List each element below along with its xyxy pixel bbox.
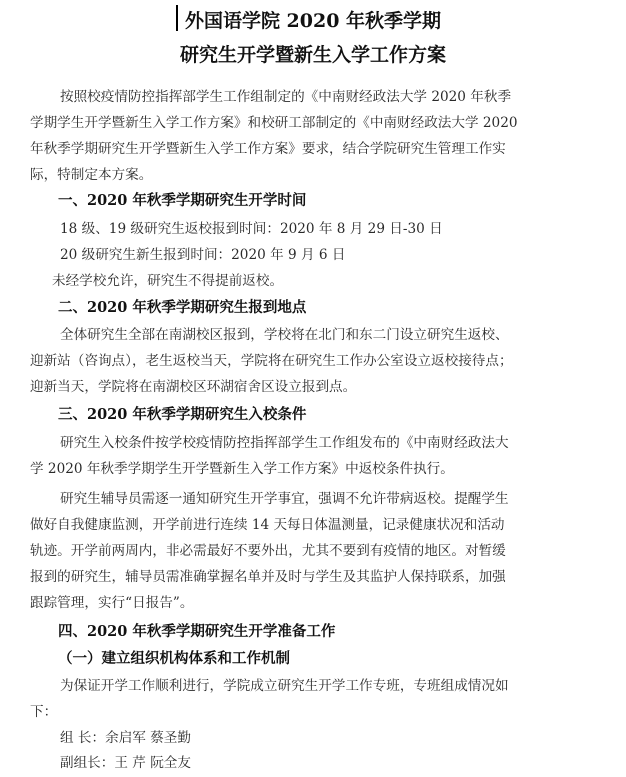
section-line: 为保证开学工作顺利进行，学院成立研究生开学工作专班，专班组成情况如 — [60, 678, 509, 694]
section-line: 未经学校允许，研究生不得提前返校。 — [52, 273, 284, 289]
section-line: 做好自我健康监测，开学前进行连续 14 天每日体温测量，记录健康状况和活动 — [30, 517, 505, 533]
section-line: 研究生入校条件按学校疫情防控指挥部学生工作组发布的《中南财经政法大 — [60, 435, 509, 451]
section-line: 报到的研究生，辅导员需准确掌握名单并及时与学生及其监护人保持联系，加强 — [30, 569, 506, 585]
member-line: 组 长：余启军 蔡圣勤 — [60, 730, 191, 746]
section-line: 20 级研究生新生报到时间：2020 年 9 月 6 日 — [60, 247, 346, 263]
intro-line: 年秋季学期研究生开学暨新生入学工作方案》要求，结合学院研究生管理工作实 — [30, 141, 506, 157]
section-line: 18 级、19 级研究生返校报到时间：2020 年 8 月 29 日-30 日 — [60, 221, 443, 237]
intro-line: 按照校疫情防控指挥部学生工作组制定的《中南财经政法大学 2020 年秋季 — [60, 89, 512, 105]
member-line: 副组长：王 芹 阮全友 — [60, 755, 191, 771]
section-heading: 四、2020 年秋季学期研究生开学准备工作 — [58, 623, 336, 640]
document-title-line1: 外国语学院 2020 年秋季学期 — [184, 10, 442, 32]
section-heading: 一、2020 年秋季学期研究生开学时间 — [58, 192, 307, 209]
section-line: 全体研究生全部在南湖校区报到，学校将在北门和东二门设立研究生返校、 — [60, 327, 509, 343]
subsection-heading: （一）建立组织机构体系和工作机制 — [58, 650, 290, 667]
intro-line: 学期学生开学暨新生入学工作方案》和校研工部制定的《中南财经政法大学 2020 — [30, 115, 518, 131]
section-line: 跟踪管理，实行“日报告”。 — [30, 595, 194, 611]
section-line: 下： — [30, 704, 58, 720]
section-line: 研究生辅导员需逐一通知研究生开学事宜，强调不允许带病返校。提醒学生 — [60, 491, 509, 507]
section-heading: 二、2020 年秋季学期研究生报到地点 — [58, 299, 307, 316]
section-line: 迎新当天，学院将在南湖校区环湖宿舍区设立报到点。 — [30, 379, 357, 395]
section-line: 迎新站（咨询点），老生返校当天，学院将在研究生工作办公室设立返校接待点； — [30, 353, 513, 369]
section-line: 学 2020 年秋季学期学生开学暨新生入学工作方案》中返校条件执行。 — [30, 461, 454, 477]
intro-line: 际，特制定本方案。 — [30, 167, 153, 183]
section-heading: 三、2020 年秋季学期研究生入校条件 — [58, 406, 307, 423]
document-title-line2: 研究生开学暨新生入学工作方案 — [179, 44, 446, 66]
section-line: 轨迹。开学前两周内，非必需最好不要外出，尤其不要到有疫情的地区。对暂缓 — [30, 543, 506, 559]
